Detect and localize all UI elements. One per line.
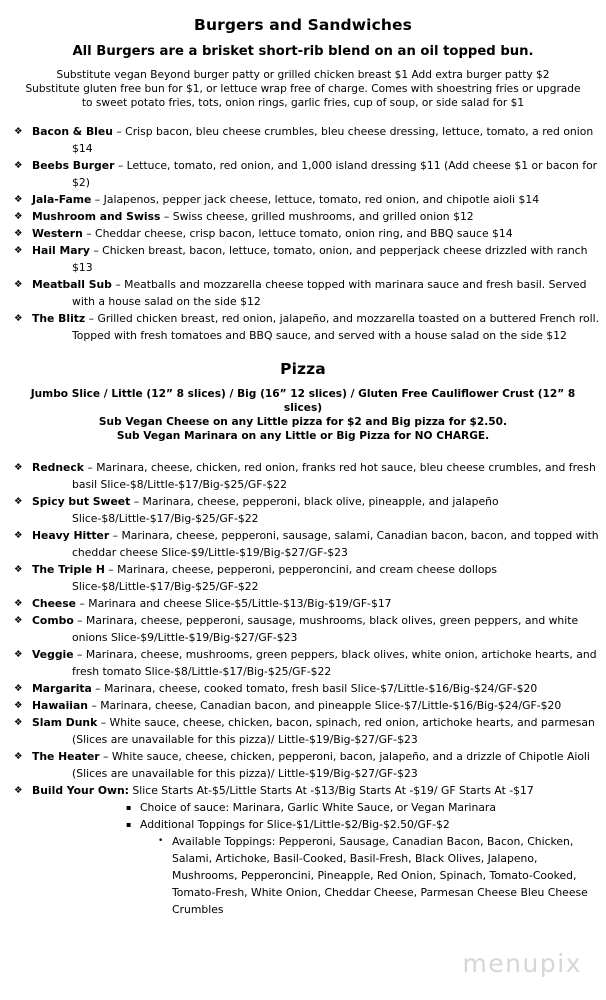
list-item[interactable] — [0, 646, 606, 680]
item-description: – Jalapenos, pepper jack cheese, lettuce, tomato, red onion, and chipotle aioli $14 — [91, 192, 540, 206]
list-item[interactable] — [0, 595, 606, 612]
item-description: – Marinara, cheese, mushrooms, green peppers, black olives, white onion, artichoke hearts, and fresh tomato Slice-$8/Little-$17/Big-$25/GF-$22 — [72, 648, 597, 679]
item-description: – Marinara, cheese, Canadian bacon, and pineapple Slice-$7/Little-$16/Big-$24/GF-$20 — [87, 699, 562, 713]
item-description: Slice Starts At-$5/Little Starts At -$13/Big Starts At -$19/ GF Starts At -$17 — [128, 784, 534, 798]
list-item[interactable] — [0, 242, 606, 276]
diamond-bullet-icon: ❖ — [14, 751, 23, 763]
item-name: The Triple H — [32, 563, 105, 577]
diamond-bullet-icon: ❖ — [14, 244, 23, 256]
sub-item-label: Additional Toppings for Slice-$1/Little-$2/Big-$2.50/GF-$2 — [140, 818, 450, 832]
item-name: The Blitz — [32, 311, 86, 325]
item-name: Combo — [32, 614, 74, 628]
diamond-bullet-icon: ❖ — [14, 700, 23, 712]
item-description: – Marinara, cheese, chicken, red onion, franks red hot sauce, bleu cheese crumbles, and fresh basil Slice-$8/Little-$17/Big-$25/GF-$22 — [72, 461, 596, 492]
list-item[interactable] — [0, 714, 606, 748]
diamond-bullet-icon: ❖ — [14, 785, 23, 797]
diamond-bullet-icon: ❖ — [14, 159, 23, 171]
item-description: – Swiss cheese, grilled mushrooms, and grilled onion $12 — [160, 209, 474, 223]
pizza-note-3: Sub Vegan Marinara on any Little or Big Pizza for NO CHARGE. — [116, 430, 490, 443]
item-description: – Chicken breast, bacon, lettuce, tomato, onion, and pepperjack cheese drizzled with ranch $13 — [72, 243, 588, 274]
item-description: – Grilled chicken breast, red onion, jalapeño, and mozzarella toasted on a buttered French roll. Topped with fresh tomatoes and BBQ sauce, and served with a house salad on the side $12 — [72, 311, 600, 342]
item-name: Jala-Fame — [32, 192, 92, 206]
list-item[interactable] — [0, 276, 606, 310]
diamond-bullet-icon: ❖ — [14, 462, 23, 474]
list-item[interactable] — [0, 157, 606, 191]
pizza-section-title: Pizza — [280, 359, 326, 378]
item-name: Bacon & Bleu — [32, 124, 113, 138]
diamond-bullet-icon: ❖ — [14, 193, 23, 205]
item-name: Western — [32, 226, 83, 240]
available-toppings-label: Available Toppings: Pepperoni, Sausage, Canadian Bacon, Bacon, Chicken, Salami, Artichoke, Basil-Cooked, Basil-Fresh, Black Olives, Jalapeno, Mushrooms, Pepperoncini, Pineapple, Red Onion, Spinach, Tomato-Cooked, Tomato-Fresh, White Onion, Cheddar Cheese, Parmesan Cheese Bleu Cheese Crumbles — [172, 835, 588, 917]
item-description: – Crisp bacon, bleu cheese crumbles, bleu cheese dressing, lettuce, tomato, a red onion $14 — [72, 124, 594, 155]
list-item[interactable] — [0, 459, 606, 493]
item-description: – Marinara and cheese Slice-$5/Little-$13/Big-$19/GF-$17 — [76, 597, 392, 611]
list-item[interactable] — [0, 208, 606, 225]
burgers-subtitle: All Burgers are a brisket short-rib blend on an oil topped bun. — [72, 44, 534, 59]
diamond-bullet-icon: ❖ — [14, 496, 23, 508]
item-name: Meatball Sub — [32, 277, 112, 291]
build-your-own-sub-list — [0, 799, 606, 918]
list-item[interactable] — [0, 225, 606, 242]
menupix-watermark: menupix — [462, 949, 582, 978]
item-name: Redneck — [32, 461, 84, 475]
list-item[interactable] — [0, 527, 606, 561]
pizza-note-1: Jumbo Slice / Little (12” 8 slices) / Big (16” 12 slices) / Gluten Free Cauliflower Crust (12” 8 slices) — [30, 387, 576, 414]
list-item-build-your-own[interactable] — [0, 782, 606, 799]
diamond-bullet-icon: ❖ — [14, 210, 23, 222]
list-item[interactable] — [0, 310, 606, 344]
pizza-section — [0, 360, 606, 919]
item-name: Veggie — [32, 648, 74, 662]
item-name: Mushroom and Swiss — [32, 209, 161, 223]
burgers-section — [0, 16, 606, 344]
item-description: – Marinara, cheese, pepperoni, black olive, pineapple, and jalapeño Slice-$8/Little-$17/Big-$25/GF-$22 — [72, 495, 499, 526]
diamond-bullet-icon: ❖ — [14, 278, 23, 290]
list-item[interactable] — [0, 612, 606, 646]
burgers-section-title: Burgers and Sandwiches — [194, 16, 412, 34]
item-description: – White sauce, cheese, chicken, bacon, spinach, red onion, artichoke hearts, and parmesan (Slices are unavailable for this pizza)/ Little-$19/Big-$27/GF-$23 — [72, 716, 595, 747]
list-item[interactable] — [0, 833, 606, 918]
item-name: Hail Mary — [32, 243, 90, 257]
item-name: Hawaiian — [32, 699, 88, 713]
item-name: Cheese — [32, 597, 77, 611]
pizza-item-list — [0, 459, 606, 799]
item-description: – Marinara, cheese, pepperoni, pepperoncini, and cream cheese dollops Slice-$8/Little-$17/Big-$25/GF-$22 — [72, 563, 497, 594]
item-description: – White sauce, cheese, chicken, pepperoni, bacon, jalapeño, and a drizzle of Chipotle Aioli (Slices are unavailable for this pizza)/ Little-$19/Big-$27/GF-$23 — [72, 750, 590, 781]
square-bullet-icon: ▪ — [126, 820, 132, 830]
item-name: Slam Dunk — [32, 716, 98, 730]
item-description: – Marinara, cheese, cooked tomato, fresh basil Slice-$7/Little-$16/Big-$24/GF-$20 — [91, 682, 538, 696]
item-description: – Meatballs and mozzarella cheese topped with marinara sauce and fresh basil. Served with a house salad on the side $12 — [72, 277, 587, 308]
diamond-bullet-icon: ❖ — [14, 564, 23, 576]
square-bullet-icon: ▪ — [126, 803, 132, 813]
item-name: Heavy Hitter — [32, 529, 110, 543]
item-description: – Lettuce, tomato, red onion, and 1,000 island dressing $11 (Add cheese $1 or bacon for $2) — [72, 158, 598, 189]
burgers-note-2: Substitute gluten free bun for $1, or lettuce wrap free of charge. Comes with shoestring fries or upgrade to sweet potato fries, tots, onion rings, garlic fries, cup of soup, or side salad for $1 — [25, 83, 581, 110]
diamond-bullet-icon: ❖ — [14, 530, 23, 542]
diamond-bullet-icon: ❖ — [14, 227, 23, 239]
item-name: Beebs Burger — [32, 158, 115, 172]
diamond-bullet-icon: ❖ — [14, 683, 23, 695]
item-description: – Marinara, cheese, pepperoni, sausage, mushrooms, black olives, green peppers, and white onions Slice-$9/Little-$19/Big-$27/GF-$23 — [72, 614, 579, 645]
pizza-note-2: Sub Vegan Cheese on any Little pizza for $2 and Big pizza for $2.50. — [98, 416, 508, 429]
sub-item-label: Choice of sauce: Marinara, Garlic White Sauce, or Vegan Marinara — [140, 801, 496, 815]
list-item[interactable] — [0, 680, 606, 697]
diamond-bullet-icon: ❖ — [14, 615, 23, 627]
item-description: – Marinara, cheese, pepperoni, sausage, salami, Canadian bacon, bacon, and topped with cheddar cheese Slice-$9/Little-$19/Big-$27/GF-$23 — [72, 529, 599, 560]
diamond-bullet-icon: ❖ — [14, 598, 23, 610]
item-name: Build Your Own: — [32, 784, 129, 798]
list-item[interactable] — [0, 493, 606, 527]
list-item[interactable] — [0, 561, 606, 595]
round-bullet-icon: • — [158, 836, 164, 847]
diamond-bullet-icon: ❖ — [14, 312, 23, 324]
list-item[interactable] — [0, 748, 606, 782]
item-name: Margarita — [32, 682, 92, 696]
diamond-bullet-icon: ❖ — [14, 125, 23, 137]
list-item[interactable] — [0, 816, 606, 833]
item-name: Spicy but Sweet — [32, 495, 131, 509]
diamond-bullet-icon: ❖ — [14, 717, 23, 729]
item-name: The Heater — [32, 750, 100, 764]
diamond-bullet-icon: ❖ — [14, 649, 23, 661]
burgers-note-1: Substitute vegan Beyond burger patty or grilled chicken breast $1 Add extra burger patty $2 — [56, 69, 550, 81]
list-item[interactable] — [0, 191, 606, 208]
list-item[interactable] — [0, 697, 606, 714]
burgers-item-list — [0, 123, 606, 344]
list-item[interactable] — [0, 799, 606, 816]
item-description: – Cheddar cheese, crisp bacon, lettuce tomato, onion ring, and BBQ sauce $14 — [82, 226, 513, 240]
list-item[interactable] — [0, 123, 606, 157]
